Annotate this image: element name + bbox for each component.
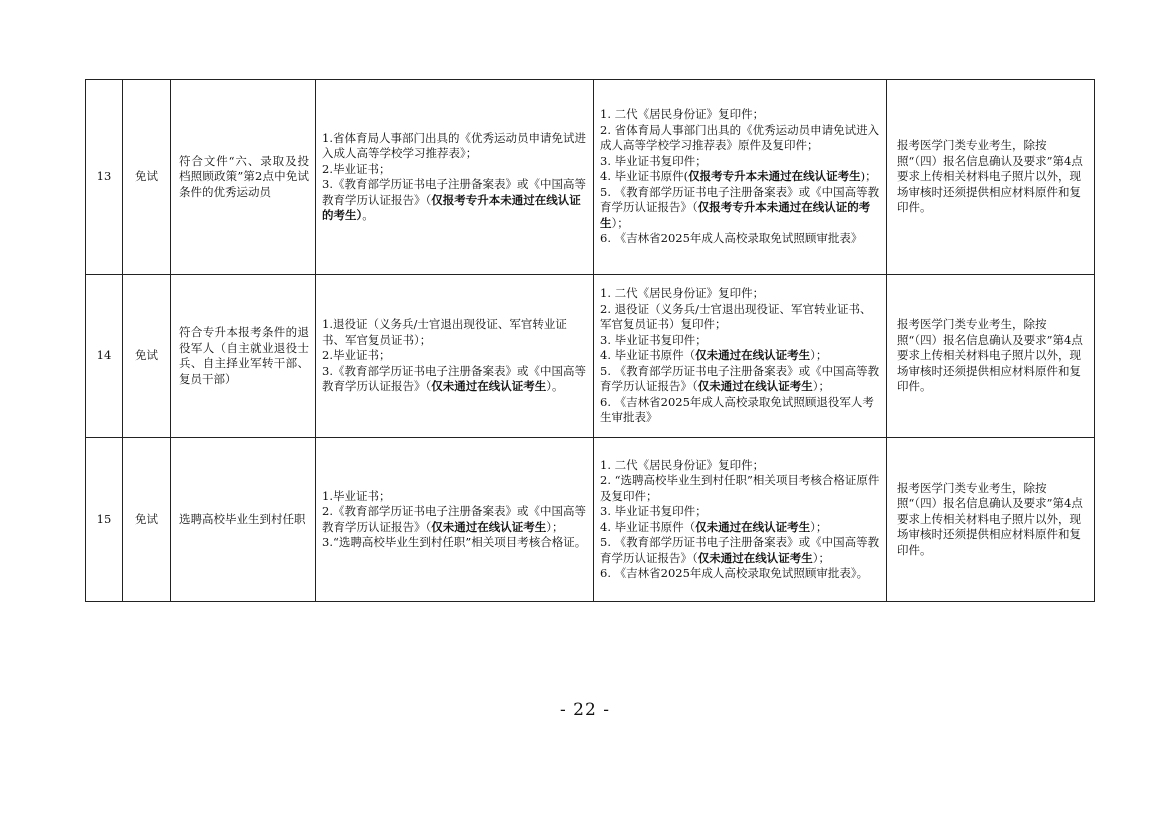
material-text-bold: 仅报考专升本未通过在线认证的考生） bbox=[322, 192, 581, 222]
eligibility-condition: 符合专升本报考条件的退役军人（自主就业退役士兵、自主择业军转干部、复员干部） bbox=[171, 275, 316, 438]
eligibility-condition: 符合文件“六、录取及投档照顾政策”第2点中免试条件的优秀运动员 bbox=[171, 80, 316, 275]
online-materials bbox=[316, 80, 594, 275]
table-row bbox=[86, 275, 1095, 438]
material-item bbox=[322, 489, 587, 505]
material-text: 3. 毕业证书复印件； bbox=[600, 504, 707, 518]
material-text: 2. 退役证（义务兵/士官退出现役证、军官转业证书、军官复员证书）复印件； bbox=[600, 301, 872, 332]
remarks: 报考医学门类专业考生，除按照“（四）报名信息确认及要求”第4点要求上传相关材料电子照片以外，现场审核时还须提供相应材料原件和复印件。 bbox=[887, 438, 1095, 602]
material-text: ）； bbox=[810, 348, 828, 363]
admission-method: 免试 bbox=[123, 275, 171, 438]
eligibility-condition: 选聘高校毕业生到村任职 bbox=[171, 438, 316, 602]
online-materials-list bbox=[322, 317, 587, 395]
onsite-materials bbox=[594, 80, 887, 275]
remarks: 报考医学门类专业考生，除按照“（四）报名信息确认及要求”第4点要求上传相关材料电子照片以外，现场审核时还须提供相应材料原件和复印件。 bbox=[887, 80, 1095, 275]
material-text-bold: 仅未通过在线认证考生 bbox=[695, 519, 811, 534]
material-item bbox=[600, 520, 880, 536]
material-text-bold: 仅未通过在线认证考生 bbox=[695, 348, 811, 363]
material-item bbox=[600, 107, 880, 123]
table-row bbox=[86, 438, 1095, 602]
material-item bbox=[600, 286, 880, 302]
material-text: ）。 bbox=[546, 379, 564, 394]
material-text: ）； bbox=[611, 215, 629, 230]
onsite-materials-list bbox=[600, 286, 880, 426]
admission-method: 免试 bbox=[123, 438, 171, 602]
material-item bbox=[322, 348, 587, 364]
material-text: 1.退役证（义务兵/士官退出现役证、军官转业证书、军官复员证书）； bbox=[322, 317, 567, 347]
row-number: 15 bbox=[86, 438, 123, 602]
material-text: 2.毕业证书； bbox=[322, 348, 391, 363]
row-number: 13 bbox=[86, 80, 123, 275]
row-number: 14 bbox=[86, 275, 123, 438]
material-text: ）； bbox=[546, 519, 564, 534]
material-text: ）； bbox=[812, 550, 830, 565]
material-item bbox=[600, 185, 880, 232]
table-row bbox=[86, 80, 1095, 275]
material-text: 5. 《教育部学历证书电子注册备案表》或《中国高等教育学历认证报告》（ bbox=[600, 184, 880, 215]
material-text: 2.毕业证书； bbox=[322, 161, 391, 176]
material-item bbox=[600, 302, 880, 333]
material-item bbox=[600, 504, 880, 520]
material-text: 2.《教育部学历证书电子注册备案表》或《中国高等教育学历认证报告》（ bbox=[322, 504, 586, 534]
material-text-bold: 仅未通过在线认证考生 bbox=[697, 379, 813, 394]
material-text: 4. 毕业证书原件( bbox=[600, 169, 689, 184]
material-text: 4. 毕业证书原件（ bbox=[600, 519, 696, 534]
material-item bbox=[322, 162, 587, 178]
online-materials bbox=[316, 438, 594, 602]
material-text: 1. 二代《居民身份证》复印件； bbox=[600, 457, 765, 472]
material-text: 1.省体育局人事部门出具的《优秀运动员申请免试进入成人高等学校学习推荐表》； bbox=[322, 130, 586, 160]
material-text: 4. 毕业证书原件（ bbox=[600, 348, 696, 363]
onsite-materials bbox=[594, 275, 887, 438]
material-item bbox=[600, 566, 880, 582]
remarks: 报考医学门类专业考生，除按照“（四）报名信息确认及要求”第4点要求上传相关材料电子照片以外，现场审核时还须提供相应材料原件和复印件。 bbox=[887, 275, 1095, 438]
material-text: ）； bbox=[810, 519, 828, 534]
material-item bbox=[600, 458, 880, 474]
material-item bbox=[600, 123, 880, 154]
admission-method: 免试 bbox=[123, 80, 171, 275]
material-text: 1.毕业证书； bbox=[322, 488, 391, 503]
online-materials bbox=[316, 275, 594, 438]
material-item bbox=[322, 504, 587, 535]
material-item bbox=[322, 177, 587, 224]
material-item bbox=[600, 395, 880, 426]
material-item bbox=[600, 333, 880, 349]
material-text: 6. 《吉林省2025年成人高校录取免试照顾退役军人考生审批表》 bbox=[600, 394, 874, 425]
material-text: 3. 毕业证书复印件； bbox=[600, 332, 707, 347]
online-materials-list bbox=[322, 131, 587, 224]
material-text-bold: 仅报考专升本未通过在线认证的考生 bbox=[600, 200, 871, 230]
material-item bbox=[600, 169, 880, 185]
material-text-bold: 仅报考专升本未通过在线认证考生 bbox=[688, 169, 861, 184]
online-materials-list bbox=[322, 489, 587, 551]
material-item bbox=[600, 154, 880, 170]
material-text: 6. 《吉林省2025年成人高校录取免试照顾审批表》。 bbox=[600, 566, 869, 580]
material-text: 3.《教育部学历证书电子注册备案表》或《中国高等教育学历认证报告》（ bbox=[322, 177, 586, 207]
material-text: 3.《教育部学历证书电子注册备案表》或《中国高等教育学历认证报告》（ bbox=[322, 363, 586, 394]
material-text: 2. “选聘高校毕业生到村任职”相关项目考核合格证原件及复印件； bbox=[600, 473, 880, 503]
onsite-materials bbox=[594, 438, 887, 602]
material-item bbox=[600, 364, 880, 395]
material-item bbox=[322, 131, 587, 162]
material-text-bold: 仅未通过在线认证考生 bbox=[431, 379, 547, 394]
requirements-table bbox=[85, 79, 1095, 602]
material-text: 5. 《教育部学历证书电子注册备案表》或《中国高等教育学历认证报告》（ bbox=[600, 535, 880, 565]
page-number: - 22 - bbox=[560, 700, 610, 720]
material-text-bold: 仅未通过在线认证考生 bbox=[431, 519, 547, 534]
material-item bbox=[600, 473, 880, 504]
material-text: )； bbox=[860, 169, 877, 184]
material-text: 3.“选聘高校毕业生到村任职”相关项目考核合格证。 bbox=[322, 535, 587, 549]
material-text-bold: 仅未通过在线认证考生 bbox=[697, 550, 813, 565]
material-text: 3. 毕业证书复印件； bbox=[600, 153, 707, 168]
material-item bbox=[322, 535, 587, 551]
material-text: 1. 二代《居民身份证》复印件； bbox=[600, 286, 765, 301]
material-text: ）； bbox=[812, 379, 830, 394]
material-item bbox=[600, 535, 880, 566]
material-text: 6. 《吉林省2025年成人高校录取免试照顾审批表》 bbox=[600, 231, 863, 246]
material-text: 2. 省体育局人事部门出具的《优秀运动员申请免试进入成人高等学校学习推荐表》原件及复印件； bbox=[600, 122, 880, 153]
material-item bbox=[600, 348, 880, 364]
onsite-materials-list bbox=[600, 107, 880, 247]
material-text: 。 bbox=[362, 208, 374, 222]
material-text: 5. 《教育部学历证书电子注册备案表》或《中国高等教育学历认证报告》（ bbox=[600, 363, 880, 394]
material-item bbox=[600, 231, 880, 247]
material-item bbox=[322, 364, 587, 395]
material-text: 1. 二代《居民身份证》复印件； bbox=[600, 107, 765, 122]
material-item bbox=[322, 317, 587, 348]
onsite-materials-list bbox=[600, 458, 880, 582]
